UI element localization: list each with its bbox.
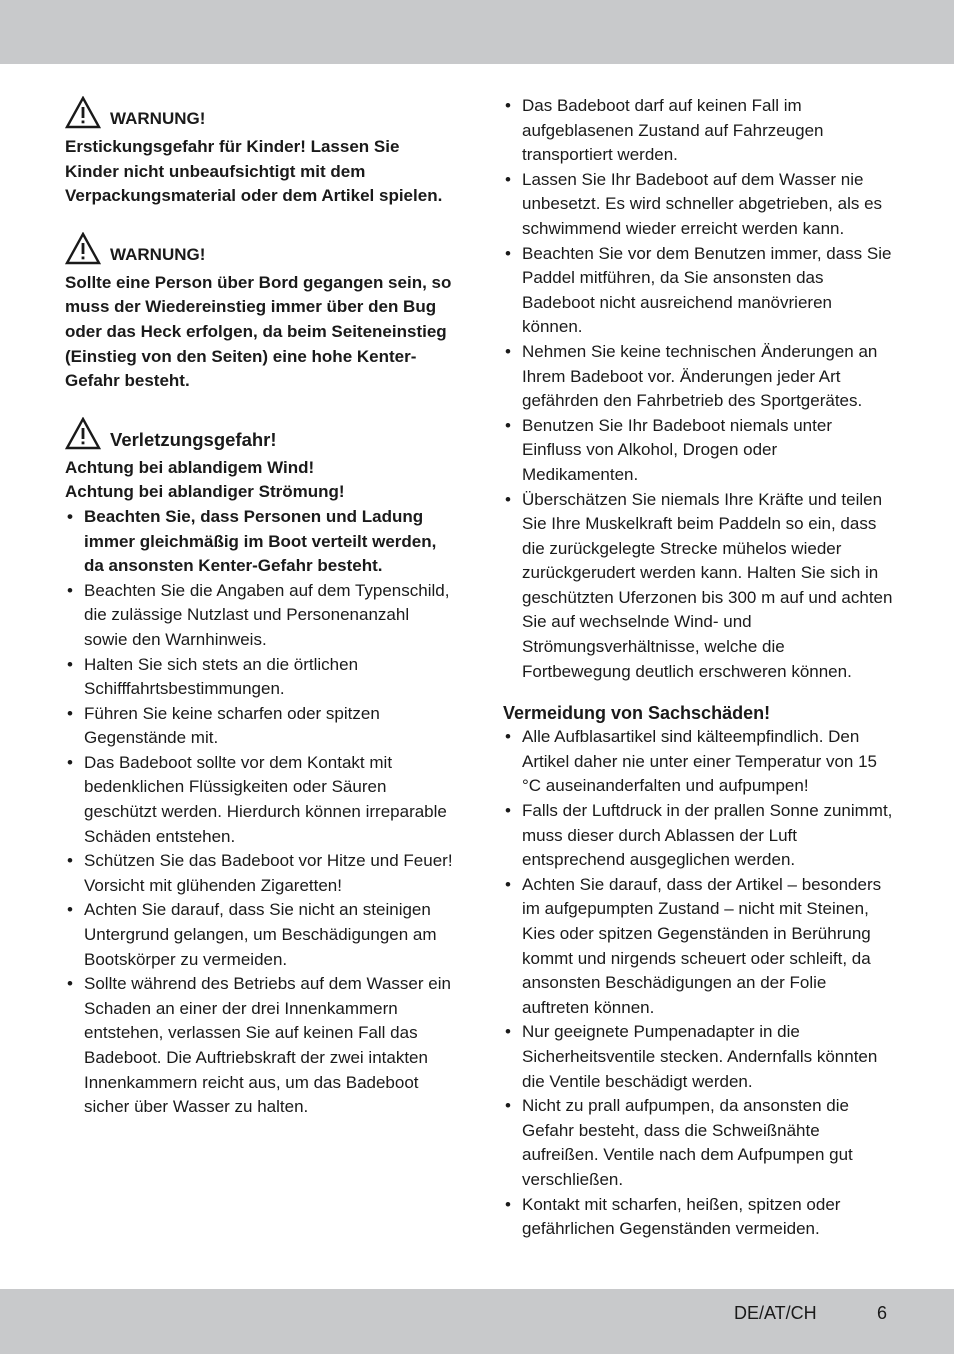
warning-text: Sollte eine Person über Bord gegangen sein, so muss der Wiedereinstieg immer über den Bug oder das Heck erfolgen, da beim Seiteneinstieg (Einstieg von den Seiten) eine hohe Kenter-Gefahr besteht. — [65, 272, 452, 391]
header-band — [0, 0, 954, 64]
list-item: • Beachten Sie die Angaben auf dem Typenschild, die zulässige Nutzlast und Personenanzahl sowie den Warnhinweis. — [65, 579, 453, 653]
list-item: • Nicht zu prall aufpumpen, da ansonsten die Gefahr besteht, dass die Schweißnähte aufreißen. Ventile nach dem Aufpumpen gut verschließen. — [503, 1094, 895, 1192]
list-item: • Nur geeignete Pumpenadapter in die Sicherheitsventile stecken. Andernfalls könnten die Ventile beschädigt werden. — [503, 1020, 895, 1094]
list-item: • Führen Sie keine scharfen oder spitzen Gegenstände mit. — [65, 702, 453, 751]
left-column — [65, 96, 453, 1120]
list-item: • Beachten Sie vor dem Benutzen immer, dass Sie Paddel mitführen, da Sie ansonsten das Badeboot nicht ausreichend manövrieren können. — [503, 242, 895, 340]
warning-triangle-icon — [65, 417, 101, 450]
list-item: • Halten Sie sich stets an die örtlichen Schifffahrtsbestimmungen. — [65, 653, 453, 702]
list-item: • Falls der Luftdruck in der prallen Sonne zunimmt, muss dieser durch Ablassen der Luft entsprechend ausgeglichen werden. — [503, 799, 895, 873]
warning-section-suffocation — [65, 96, 453, 209]
list-item: • Benutzen Sie Ihr Badeboot niemals unter Einfluss von Alkohol, Drogen oder Medikamenten. — [503, 414, 895, 488]
list-item: • Schützen Sie das Badeboot vor Hitze und Feuer! Vorsicht mit glühenden Zigaretten! — [65, 849, 453, 898]
list-item: • Alle Aufblasartikel sind kälteempfindlich. Den Artikel daher nie unter einer Temperatur von 15 °C auseinanderfalten und aufpumpen! — [503, 725, 895, 799]
page-number: 6 — [877, 1303, 888, 1323]
right-column — [503, 94, 895, 1242]
list-item: • Das Badeboot sollte vor dem Kontakt mit bedenklichen Flüssigkeiten oder Säuren geschützt werden. Hierdurch können irreparable Schäden entstehen. — [65, 751, 453, 849]
damage-heading: Vermeidung von Sachschäden! — [503, 703, 771, 724]
list-item: • Überschätzen Sie niemals Ihre Kräfte und teilen Sie Ihre Muskelkraft beim Paddeln so ein, dass die zurückgelegte Strecke mühelos wieder zurückgerudert werden kann. Halten Sie sich in geschützten Uferzonen bis 300 m auf und achten Sie auf wechselnde Wind- und Strömungsverhältnisse, welche die Fortbewegung deutlich erschweren können. — [503, 488, 895, 685]
list-item: • Achten Sie darauf, dass Sie nicht an steinigen Untergrund gelangen, um Beschädigungen am Bootskörper zu vermeiden. — [65, 898, 453, 972]
wind-warning: Achtung bei ablandigem Wind! — [65, 457, 315, 477]
list-item: • Achten Sie darauf, dass der Artikel – besonders im aufgepumpten Zustand – nicht mit Steinen, Kies oder spitzen Gegenständen in Berührung kommt und nirgends scheuert oder schleift, da ansonsten Beschädigungen an der Folie auftreten können. — [503, 873, 895, 1021]
warning-heading — [65, 96, 453, 129]
safety-bullet-list — [503, 94, 895, 684]
list-item: • Nehmen Sie keine technischen Änderungen an Ihrem Badeboot vor. Änderungen jeder Art gefährden den Fahrbetrieb des Sportgerätes. — [503, 340, 895, 414]
warning-heading — [65, 232, 453, 265]
footer-region-label: DE/AT/CH — [734, 1303, 817, 1323]
warning-section-overboard — [65, 232, 453, 394]
injury-heading — [65, 417, 453, 450]
warning-triangle-icon — [65, 232, 101, 265]
warning-text: Erstickungsgefahr für Kinder! Lassen Sie Kinder nicht unbeaufsichtigt mit dem Verpackungsmaterial oder dem Artikel spielen. — [65, 137, 443, 206]
list-item: • Das Badeboot darf auf keinen Fall im aufgeblasenen Zustand auf Fahrzeugen transportiert werden. — [503, 94, 895, 168]
list-item: • Beachten Sie, dass Personen und Ladung immer gleichmäßig im Boot verteilt werden, da ansonsten Kenter-Gefahr besteht. — [65, 505, 453, 579]
list-item: • Sollte während des Betriebs auf dem Wasser ein Schaden an einer der drei Innenkammern entstehen, verlassen Sie auf keinen Fall das Badeboot. Die Auftriebskraft der zwei intakten Innenkammern reicht aus, um das Badeboot sicher über Wasser zu halten. — [65, 972, 453, 1120]
injury-title: Verletzungsgefahr! — [110, 428, 277, 450]
injury-section — [65, 417, 453, 1120]
damage-bullet-list — [503, 725, 895, 1241]
current-warning: Achtung bei ablandiger Strömung! — [65, 482, 345, 502]
warning-triangle-icon — [65, 96, 101, 129]
injury-bullet-list — [65, 505, 453, 1120]
list-item: • Kontakt mit scharfen, heißen, spitzen oder gefährlichen Gegenständen vermeiden. — [503, 1193, 895, 1242]
warning-title: WARNUNG! — [110, 109, 206, 128]
list-item: • Lassen Sie Ihr Badeboot auf dem Wasser nie unbesetzt. Es wird schneller abgetrieben, als es schwimmend wieder erreicht werden kann. — [503, 168, 895, 242]
warning-title: WARNUNG! — [110, 244, 206, 264]
